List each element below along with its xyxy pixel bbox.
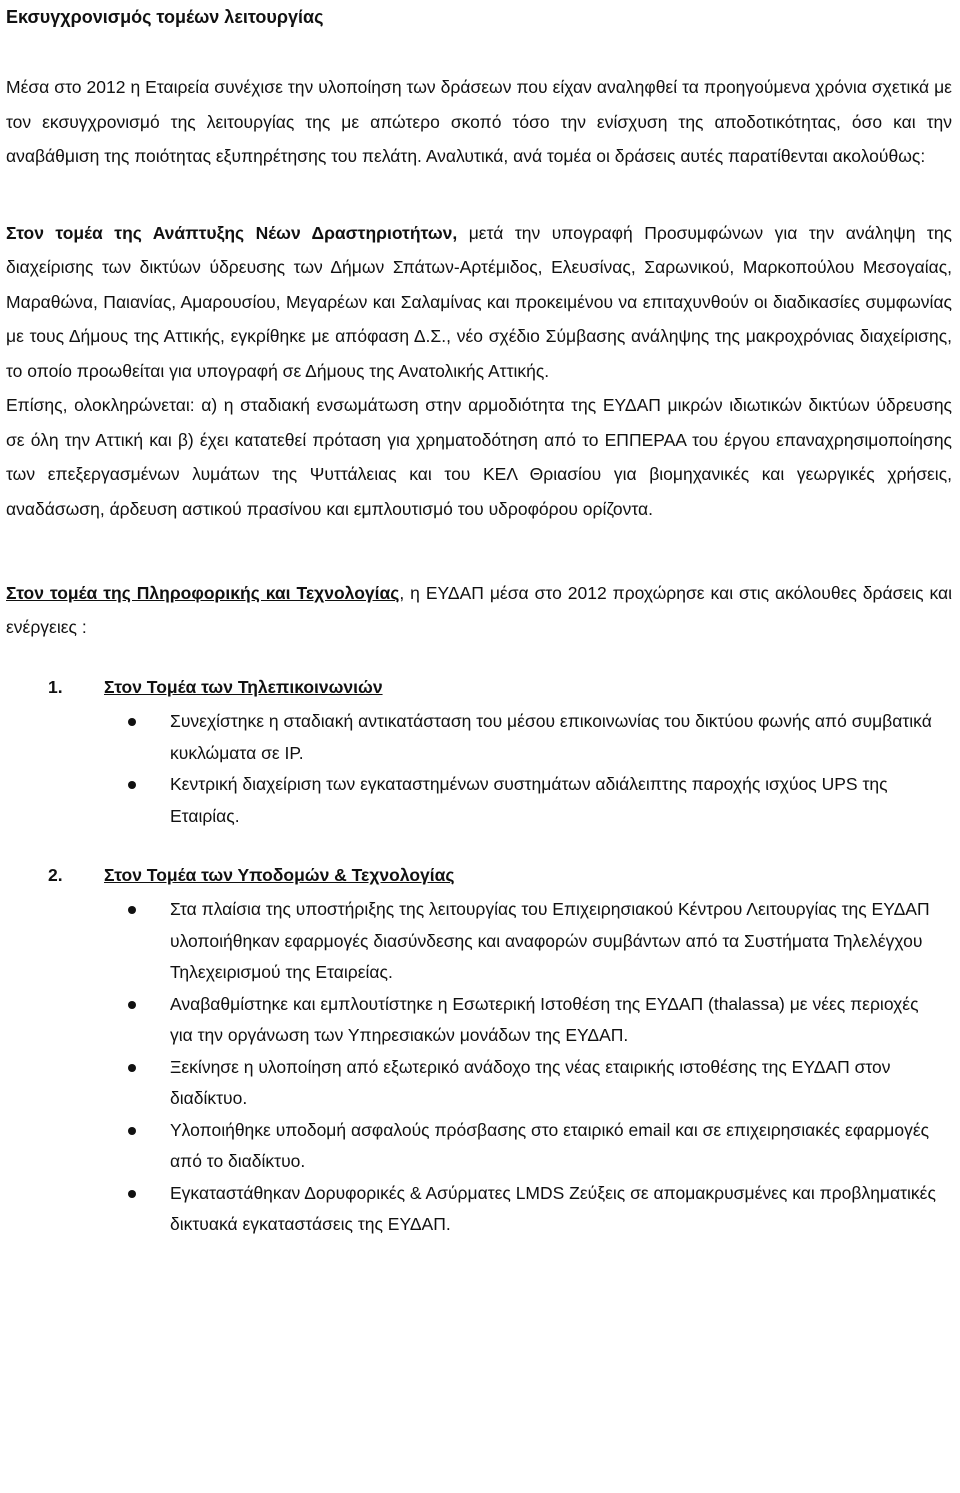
- section-title: [48, 672, 952, 702]
- section-telecom: [6, 672, 952, 832]
- bullet-icon: [128, 906, 136, 914]
- list-item: [6, 1115, 952, 1178]
- development-lead: Στον τομέα της Ανάπτυξης Νέων Δραστηριοτήτων,: [6, 222, 458, 243]
- list-item-text: Κεντρική διαχείριση των εγκαταστημένων συστημάτων αδιάλειπτης παροχής ισχύος UPS της Εταιρίας.: [170, 774, 888, 826]
- list-item: [6, 1178, 952, 1241]
- list-item: [6, 706, 952, 769]
- list-item: [6, 1052, 952, 1115]
- bullet-icon: [128, 781, 136, 789]
- development-paragraph: [6, 216, 952, 389]
- list-item-text: Ξεκίνησε η υλοποίηση από εξωτερικό ανάδοχο της νέας εταιρικής ιστοθέσης της ΕΥΔΑΠ στον διαδίκτυο.: [170, 1056, 891, 1108]
- bullet-icon: [128, 1127, 136, 1135]
- bullet-list: [48, 706, 952, 832]
- bullet-icon: [128, 1064, 136, 1072]
- intro-paragraph: Μέσα στο 2012 η Εταιρεία συνέχισε την υλοποίηση των δράσεων που είχαν αναληφθεί τα προηγούμενα χρόνια σχετικά με τον εκσυγχρονισμό της λειτουργίας της με απώτερο σκοπό τόσο την ενίσχυση της αποδοτικότητας, όσο και την αναβάθμιση της ποιότητας εξυπηρέτησης του πελάτη. Αναλυτικά, ανά τομέα οι δράσεις αυτές παρατίθενται ακολούθως:: [6, 77, 952, 166]
- list-item-text: Υλοποιήθηκε υποδομή ασφαλούς πρόσβασης στο εταιρικό email και σε επιχειρησιακές εφαρμογές από το διαδίκτυο.: [170, 1119, 930, 1171]
- bullet-icon: [128, 1190, 136, 1198]
- section-title-text: Στον Τομέα των Τηλεπικοινωνιών: [104, 677, 383, 697]
- list-item-text: Στα πλαίσια της υποστήριξης της λειτουργίας του Επιχειρησιακού Κέντρου Λειτουργίας της ΕΥΔΑΠ υλοποιήθηκαν εφαρμογές διασύνδεσης και αναφορών συμβάντων από τα Συστήματα Τηλελέγχου Τηλεχειρισμού της Εταιρείας.: [170, 899, 930, 982]
- list-item-text: Αναβαθμίστηκε και εμπλουτίστηκε η Εσωτερική Ιστοθέση της ΕΥΔΑΠ (thalassa) με νέες περιοχές για την οργάνωση των Υπηρεσιακών μονάδων της ΕΥΔΑΠ.: [170, 993, 919, 1045]
- bullet-icon: [128, 1001, 136, 1009]
- document-heading: Εκσυγχρονισμός τομέων λειτουργίας: [6, 7, 324, 27]
- section-title-text: Στον Τομέα των Υποδομών & Τεχνολογίας: [104, 865, 455, 885]
- development-also-paragraph: Επίσης, ολοκληρώνεται: α) η σταδιακή ενσωμάτωση στην αρμοδιότητα της ΕΥΔΑΠ μικρών ιδιωτικών δικτύων ύδρευσης σε όλη την Αττική και β) έχει κατατεθεί πρόταση για χρηματοδότηση από το ΕΠΠΕΡΑΑ του έργου επαναχρησιμοποίησης των επεξεργασμένων λυμάτων της Ψυττάλειας και του ΚΕΛ Θριασίου για βιομηχανικές και γεωργικές χρήσεις, αναδάσωση, άρδευση αστικού πρασίνου και εμπλουτισμό του υδροφόρου ορίζοντα.: [6, 395, 952, 519]
- section-title: [48, 860, 952, 890]
- list-item-text: Εγκαταστάθηκαν Δορυφορικές & Ασύρματες LMDS Ζεύξεις σε απομακρυσμένες και προβληματικές δικτυακά εγκαταστάσεις της ΕΥΔΑΠ.: [170, 1182, 936, 1234]
- list-item: [6, 894, 952, 989]
- section-number: 2.: [48, 865, 63, 885]
- it-paragraph: [6, 576, 952, 644]
- list-item: [6, 769, 952, 832]
- section-number: 1.: [48, 677, 63, 697]
- list-item-text: Συνεχίστηκε η σταδιακή αντικατάσταση του μέσου επικοινωνίας του δικτύου φωνής από συμβατικά κυκλώματα σε IP.: [170, 711, 932, 763]
- it-text: , η ΕΥΔΑΠ μέσα στο 2012 προχώρησε και στις ακόλουθες δράσεις και ενέργειες :: [6, 583, 953, 637]
- section-infrastructure: [6, 860, 952, 1241]
- bullet-icon: [128, 718, 136, 726]
- bullet-list: [48, 894, 952, 1241]
- development-text: μετά την υπογραφή Προσυμφώνων για την ανάληψη της διαχείρισης των δικτύων ύδρευσης των Δήμων Σπάτων-Αρτέμιδος, Ελευσίνας, Σαρωνικού, Μαρκοπούλου Μεσογαίας, Μαραθώνα, Παιανίας, Αμαρουσίου, Μεγαρέων και Σαλαμίνας και προκειμένου να επιταχυνθούν οι διαδικασίες συμφωνίας με τους Δήμους της Αττικής, εγκρίθηκε με απόφαση Δ.Σ., νέο σχέδιο Σύμβασης ανάληψης της μακροχρόνιας διαχείρισης, το οποίο προωθείται για υπογραφή σε Δήμους της Ανατολικής Αττικής.: [6, 222, 952, 381]
- it-lead: Στον τομέα της Πληροφορικής και Τεχνολογίας: [6, 583, 400, 603]
- list-item: [6, 989, 952, 1052]
